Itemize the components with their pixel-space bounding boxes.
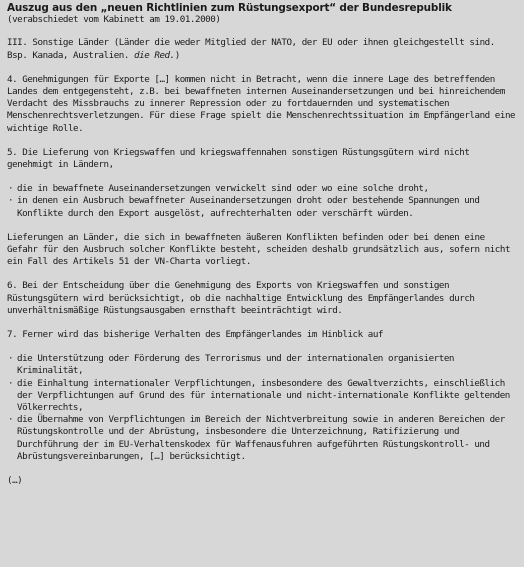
paragraph-6: 6. Bei der Entscheidung über die Genehmigung des Exports von Kriegswaffen und sonstigen Rüstungsgütern wird berücksichtigt, ob die nachhaltige Entwicklung des Empfängerlandes durch unverhältnismäßige Rüstungsausgaben ernsthaft beeinträchtigt wird. [7, 280, 475, 316]
paragraph-4: 4. Genehmigungen für Exporte […] kommen nicht in Betracht, wenn die innere Lage des betreffenden Landes dem entgegensteht, z.B. bei bewaffneten internen Auseinandersetzungen und bei hinreichendem Verdacht des Missbrauchs zu innerer Repression oder zu fortdauernden und systematischen Menschenrechtsverletzungen. Für diese Frage spielt die Menschenrechtssituation im Empfängerland eine wichtige Rolle. [7, 73, 516, 134]
paragraph-7: 7. Ferner wird das bisherige Verhalten des Empfängerlandes im Hinblick auf [7, 329, 384, 341]
list-5 [7, 183, 520, 220]
paragraph-5b: Lieferungen an Länder, die sich in bewaffneten äußeren Konflikten befinden oder bei denen eine Gefahr für den Ausbruch solcher Konflikte besteht, scheiden deshalb grundsätzlich aus, sofern nicht ein Fall des Artikels 51 der VN-Charta vorliegt. [7, 231, 511, 268]
list-item: · die Einhaltung internationaler Verpflichtungen, insbesondere des Gewaltverzichts, einschließlich der Verpflichtungen auf Grund des für internationale und nicht-internationale Konflikte geltenden Völkerrechts, [7, 378, 520, 415]
list-item: · die Übernahme von Verpflichtungen im Bereich der Nichtverbreitung sowie in anderen Bereichen der Rüstungskontrolle und der Abrüstung, insbesondere die Unterzeichnung, Ratifizierung und Durchführung der im EU-Verhaltenskodex für Waffenausfuhren aufgeführten Rüstungskontroll- und Abrüstungsvereinbarungen, […] berücksichtigt. [7, 414, 520, 463]
editor-note: die Red. [134, 49, 175, 61]
section-heading [7, 37, 520, 61]
section-heading-close: ) [174, 49, 180, 61]
document-title: Auszug aus den „neuen Richtlinien zum Rüstungsexport“ der Bundesrepublik [7, 2, 452, 14]
document-subtitle: (verabschiedet vom Kabinett am 19.01.2000) [7, 14, 221, 26]
list-item: · die Unterstützung oder Förderung des Terrorismus und der internationalen organisierten Kriminalität, [7, 353, 520, 377]
list-item: · die in bewaffnete Auseinandersetzungen verwickelt sind oder wo eine solche droht, [7, 183, 520, 195]
list-item: · in denen ein Ausbruch bewaffneter Auseinandersetzungen droht oder bestehende Spannungen und Konflikte durch den Export ausgelöst, aufrechterhalten oder verschärft würden. [7, 195, 520, 219]
paragraph-5: 5. Die Lieferung von Kriegswaffen und kriegswaffennahen sonstigen Rüstungsgütern wird nicht genehmigt in Ländern, [7, 146, 470, 171]
section-heading-text: III. Sonstige Länder (Länder die weder Mitglied der NATO, der EU oder ihnen gleichgestellt sind. Bsp. Kanada, Australien. [7, 37, 495, 61]
list-7 [7, 353, 520, 463]
ellipsis: (…) [7, 475, 23, 487]
